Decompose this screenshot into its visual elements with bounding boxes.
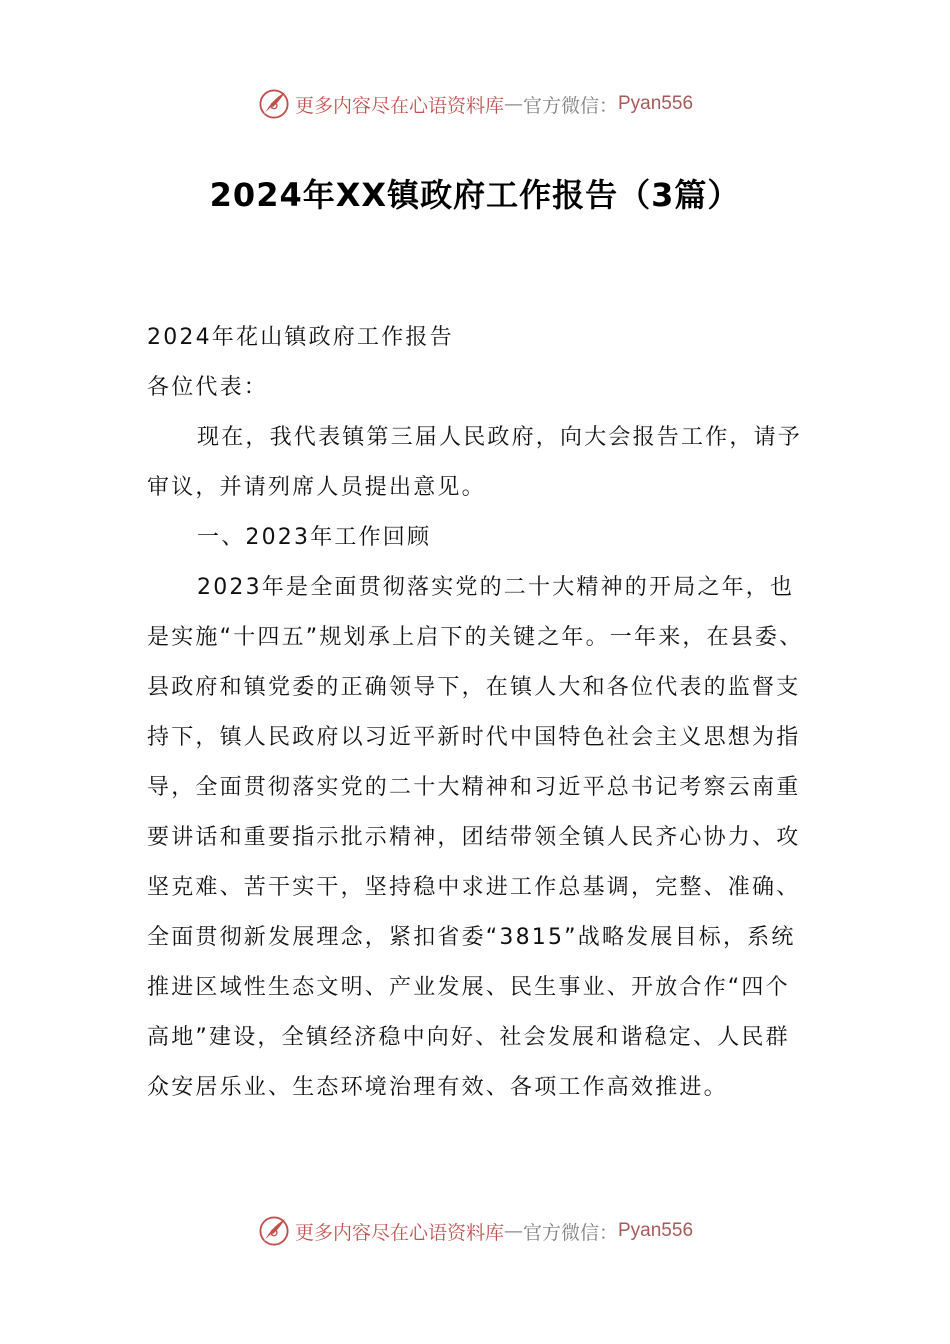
watermark-wechat-id: Pyan556 xyxy=(618,1220,694,1241)
watermark-wechat-label: 官方微信： xyxy=(522,1221,618,1244)
watermark-brand-text: 更多内容尽在心语资料库 xyxy=(294,94,504,117)
report-subtitle: 2024年花山镇政府工作报告 xyxy=(147,325,454,350)
watermark-wechat-label: 官方微信： xyxy=(522,94,618,117)
body-paragraph: 2023年是全面贯彻落实党的二十大精神的开局之年，也是实施“十四五”规划承上启下的关键之年。一年来，在县委、县政府和镇党委的正确领导下，在镇人大和各位代表的监督支持下，镇人民政府以习近平新时代中国特色社会主义思想为指导，全面贯彻落实党的二十大精神和习近平总书记考察云南重要讲话和重要指示批示精神，团结带领全镇人民齐心协力、攻坚克难、苦干实干，坚持稳中求进工作总基调，完整、准确、全面贯彻新发展理念，紧扣省委“3815”战略发展目标，系统推进区域性生态文明、产业发展、民生事业、开放合作“四个高地”建设，全镇经济稳中向好、社会发展和谐稳定、人民群众安居乐业、生态环境治理有效、各项工作高效推进。 xyxy=(147,575,804,1100)
quill-pen-logo-icon xyxy=(257,87,291,121)
watermark-dash: — xyxy=(503,1220,523,1242)
footer-watermark xyxy=(0,1211,950,1251)
salutation: 各位代表： xyxy=(147,375,269,400)
watermark-dash: — xyxy=(503,93,523,115)
document-body xyxy=(147,313,807,1113)
quill-pen-logo-icon xyxy=(257,1214,291,1248)
watermark-wechat-id: Pyan556 xyxy=(618,93,694,114)
section-heading: 一、2023年工作回顾 xyxy=(197,525,432,550)
document-title: 2024年XX镇政府工作报告（3篇） xyxy=(209,176,741,214)
watermark-brand-text: 更多内容尽在心语资料库 xyxy=(294,1221,504,1244)
body-paragraph: 现在，我代表镇第三届人民政府，向大会报告工作，请予审议，并请列席人员提出意见。 xyxy=(147,425,803,500)
header-watermark xyxy=(0,84,950,124)
